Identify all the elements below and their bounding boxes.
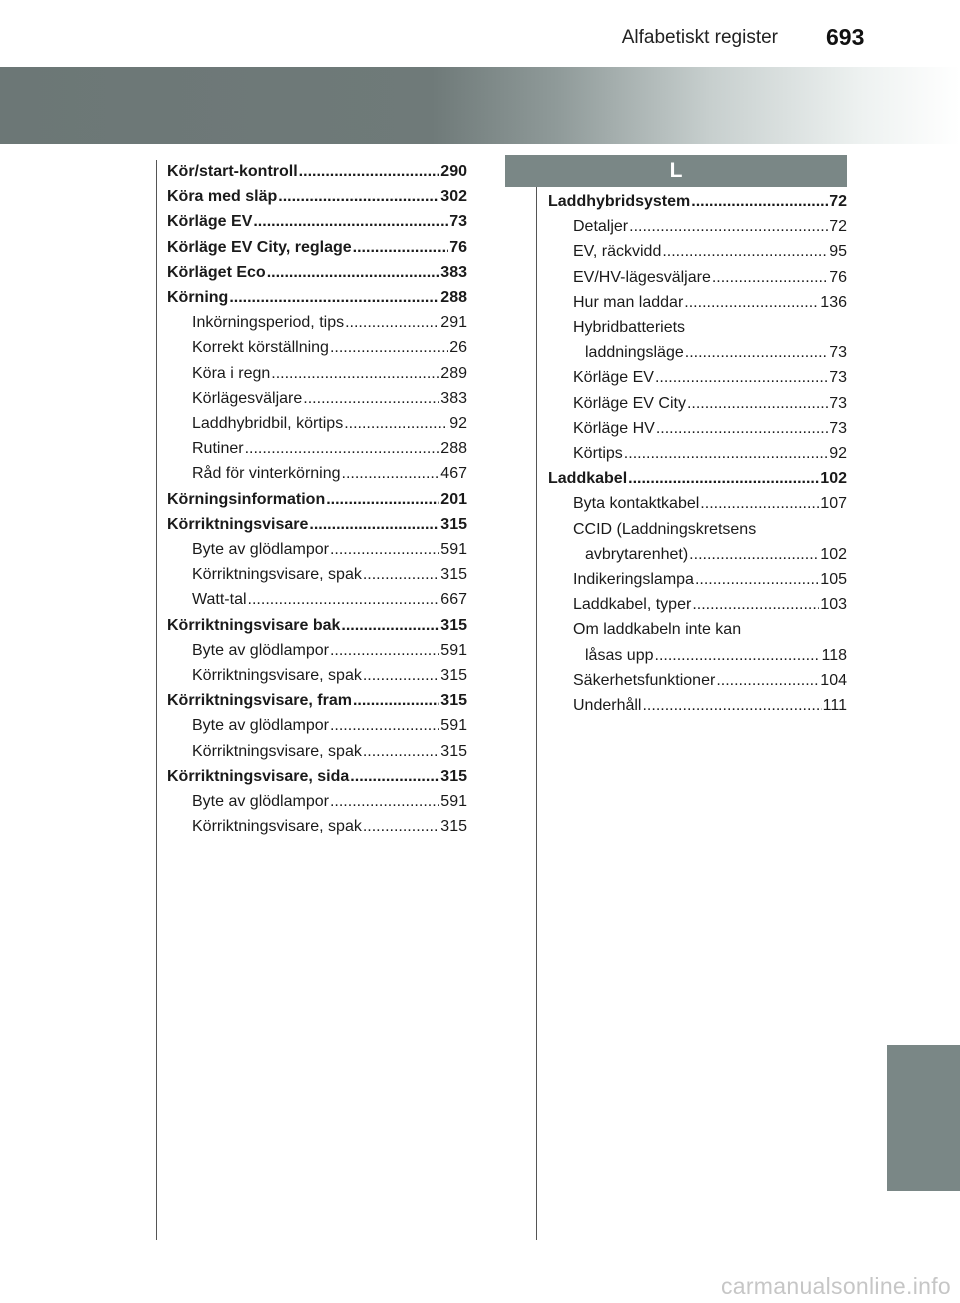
dot-leader — [330, 638, 439, 663]
entry-page-number: 111 — [822, 697, 847, 715]
entry-page-number: 591 — [440, 641, 467, 659]
entry-term: Körningsinformation — [167, 490, 326, 508]
dot-leader — [684, 290, 819, 315]
dot-leader — [655, 365, 828, 390]
entry-page-number: 118 — [821, 646, 847, 664]
entry-term: Underhåll — [573, 697, 642, 715]
index-entry — [167, 613, 467, 638]
entry-term: Köra i regn — [192, 364, 271, 382]
dot-leader — [330, 335, 448, 360]
entry-page-number: 315 — [440, 767, 467, 785]
index-subentry — [167, 713, 467, 738]
dot-leader — [278, 184, 439, 209]
index-entry-continued: CCID (Laddningskretsens — [573, 520, 757, 538]
entry-term: Körriktningsvisare, spak — [192, 667, 362, 685]
entry-page-number: 302 — [440, 188, 467, 206]
index-entry — [167, 159, 467, 184]
entry-term: Byte av glödlampor — [192, 641, 329, 659]
letter-section-header — [505, 155, 847, 187]
index-subentry — [167, 436, 467, 461]
entry-term: Köra med släp — [167, 188, 278, 206]
index-subentry — [167, 789, 467, 814]
entry-page-number: 315 — [440, 515, 467, 533]
dot-leader — [350, 764, 439, 789]
dot-leader — [344, 411, 448, 436]
index-entry — [167, 512, 467, 537]
index-column-right — [548, 189, 847, 718]
index-subentry — [548, 290, 847, 315]
dot-leader — [691, 189, 828, 214]
dot-leader — [712, 265, 828, 290]
dot-leader — [330, 713, 439, 738]
index-entry — [167, 764, 467, 789]
index-subentry — [167, 310, 467, 335]
entry-term: Körriktningsvisare — [167, 515, 309, 533]
entry-page-number: 102 — [820, 470, 847, 488]
dot-leader — [689, 542, 819, 567]
entry-page-number: 73 — [449, 213, 467, 231]
dot-leader — [642, 693, 821, 718]
index-column-left — [167, 159, 467, 839]
entry-page-number: 72 — [829, 218, 847, 236]
entry-page-number: 291 — [440, 314, 467, 332]
index-entry — [548, 466, 847, 491]
entry-page-number: 467 — [440, 465, 467, 483]
index-entry-continued: Hybridbatteriets — [573, 319, 686, 337]
index-subentry — [548, 214, 847, 239]
dot-leader — [253, 209, 448, 234]
index-subentry — [548, 567, 847, 592]
dot-leader — [326, 487, 439, 512]
entry-term: Laddkabel — [548, 470, 628, 488]
entry-term: Säkerhetsfunktioner — [573, 671, 716, 689]
dot-leader — [695, 567, 819, 592]
entry-page-number: 107 — [820, 495, 847, 513]
entry-term: Körläget Eco — [167, 263, 266, 281]
dot-leader — [363, 663, 439, 688]
entry-term: Körriktningsvisare bak — [167, 616, 341, 634]
dot-leader — [309, 512, 439, 537]
dot-leader — [363, 739, 439, 764]
dot-leader — [628, 466, 819, 491]
index-subentry — [167, 361, 467, 386]
index-subentry — [167, 562, 467, 587]
index-subentry — [548, 491, 847, 516]
entry-page-number: 288 — [440, 289, 467, 307]
thumb-index-tab — [887, 1045, 960, 1191]
index-subentry — [167, 638, 467, 663]
dot-leader — [716, 668, 819, 693]
column-divider-middle — [536, 160, 537, 1240]
entry-term: Inkörningsperiod, tips — [192, 314, 345, 332]
dot-leader — [363, 814, 439, 839]
header-banner — [0, 67, 960, 144]
entry-page-number: 104 — [820, 671, 847, 689]
entry-page-number: 95 — [829, 243, 847, 261]
index-entry — [548, 189, 847, 214]
entry-term: Korrekt körställning — [192, 339, 329, 357]
entry-term: Körriktningsvisare, sida — [167, 767, 350, 785]
dot-leader — [330, 789, 439, 814]
dot-leader — [229, 285, 439, 310]
entry-page-number: 92 — [449, 415, 467, 433]
dot-leader — [342, 461, 440, 486]
dot-leader — [248, 587, 440, 612]
entry-page-number: 73 — [829, 394, 847, 412]
entry-term: Laddkabel, typer — [573, 596, 692, 614]
entry-page-number: 383 — [440, 263, 467, 281]
entry-term: EV, räckvidd — [573, 243, 662, 261]
index-subentry — [167, 814, 467, 839]
index-subentry — [548, 391, 847, 416]
index-subentry — [167, 537, 467, 562]
index-subentry — [548, 265, 847, 290]
dot-leader — [629, 214, 828, 239]
index-entry-continued: Om laddkabeln inte kan — [573, 621, 742, 639]
entry-term: Laddhybridsystem — [548, 193, 691, 210]
entry-page-number: 591 — [440, 541, 467, 559]
dot-leader — [692, 592, 819, 617]
entry-page-number: 136 — [820, 293, 847, 311]
dot-leader — [299, 159, 440, 184]
entry-term: Körtips — [573, 445, 623, 463]
index-entry — [167, 209, 467, 234]
index-subentry — [548, 365, 847, 390]
entry-term: låsas upp — [585, 646, 654, 664]
index-subentry — [167, 663, 467, 688]
entry-term: Byta kontaktkabel — [573, 495, 700, 513]
entry-page-number: 289 — [440, 364, 467, 382]
entry-term: Körläge EV — [573, 369, 654, 387]
entry-term: Byte av glödlampor — [192, 793, 329, 811]
dot-leader — [345, 310, 439, 335]
entry-term: Körläge EV — [167, 213, 253, 231]
entry-page-number: 383 — [440, 389, 467, 407]
entry-term: Råd för vinterkörning — [192, 465, 341, 483]
entry-page-number: 667 — [440, 591, 467, 609]
dot-leader — [363, 562, 439, 587]
index-subentry — [167, 461, 467, 486]
entry-page-number: 315 — [440, 566, 467, 584]
entry-term: Körning — [167, 289, 229, 307]
entry-term: Byte av glödlampor — [192, 717, 329, 735]
entry-page-number: 73 — [829, 369, 847, 387]
index-subentry — [548, 592, 847, 617]
index-subentry — [167, 411, 467, 436]
entry-page-number: 201 — [440, 490, 467, 508]
entry-page-number: 73 — [829, 344, 847, 362]
index-entry — [167, 487, 467, 512]
entry-term: Körlägesväljare — [192, 389, 303, 407]
index-subentry — [548, 643, 847, 668]
index-subentry — [167, 386, 467, 411]
dot-leader — [271, 361, 439, 386]
index-entry — [167, 260, 467, 285]
entry-page-number: 315 — [440, 692, 467, 710]
index-subentry — [548, 542, 847, 567]
entry-term: Körriktningsvisare, spak — [192, 818, 362, 836]
index-entry — [167, 235, 467, 260]
entry-page-number: 290 — [440, 163, 467, 180]
entry-term: Körriktningsvisare, spak — [192, 742, 362, 760]
index-subentry — [548, 416, 847, 441]
index-entry — [167, 184, 467, 209]
dot-leader — [267, 260, 440, 285]
entry-term: Kör/start-kontroll — [167, 163, 298, 180]
entry-page-number: 315 — [440, 616, 467, 634]
letter-label: L — [669, 159, 683, 182]
entry-page-number: 102 — [820, 545, 847, 563]
entry-term: Detaljer — [573, 218, 629, 236]
entry-term: Körriktningsvisare, spak — [192, 566, 362, 584]
dot-leader — [662, 239, 828, 264]
entry-page-number: 103 — [820, 596, 847, 614]
entry-term: Byte av glödlampor — [192, 541, 329, 559]
entry-term: Watt-tal — [192, 591, 247, 609]
entry-page-number: 591 — [440, 793, 467, 811]
dot-leader — [303, 386, 439, 411]
entry-term: Körläge EV City, reglage — [167, 238, 352, 256]
page-number: 693 — [826, 24, 865, 50]
column-divider-left — [156, 160, 157, 1240]
dot-leader — [353, 235, 449, 260]
entry-page-number: 76 — [829, 268, 847, 286]
index-subentry — [167, 587, 467, 612]
entry-term: Rutiner — [192, 440, 244, 458]
entry-page-number: 288 — [440, 440, 467, 458]
entry-term: Körriktningsvisare, fram — [167, 692, 352, 710]
index-subentry — [167, 335, 467, 360]
dot-leader — [245, 436, 440, 461]
entry-term: Laddhybridbil, körtips — [192, 415, 344, 433]
entry-page-number: 315 — [440, 742, 467, 760]
entry-term: avbrytarenhet) — [585, 545, 689, 563]
dot-leader — [687, 391, 828, 416]
entry-term: Körläge HV — [573, 419, 655, 437]
dot-leader — [341, 613, 439, 638]
dot-leader — [353, 688, 439, 713]
entry-page-number: 315 — [440, 818, 467, 836]
index-subentry — [548, 668, 847, 693]
entry-page-number: 92 — [829, 445, 847, 463]
dot-leader — [685, 340, 828, 365]
index-subentry — [548, 239, 847, 264]
dot-leader — [624, 441, 828, 466]
entry-page-number: 76 — [449, 238, 467, 256]
dot-leader — [655, 643, 821, 668]
entry-page-number: 73 — [829, 419, 847, 437]
watermark: carmanualsonline.info — [720, 1273, 951, 1299]
entry-page-number: 315 — [440, 667, 467, 685]
entry-page-number: 105 — [820, 571, 847, 589]
entry-term: Indikeringslampa — [573, 571, 694, 589]
dot-leader — [330, 537, 439, 562]
entry-term: laddningsläge — [585, 344, 684, 362]
index-entry — [167, 688, 467, 713]
entry-page-number: 72 — [829, 193, 847, 210]
index-subentry — [548, 693, 847, 718]
dot-leader — [656, 416, 828, 441]
entry-term: Hur man laddar — [573, 293, 684, 311]
entry-term: Körläge EV City — [573, 394, 686, 412]
entry-page-number: 26 — [449, 339, 467, 357]
dot-leader — [700, 491, 819, 516]
index-subentry — [548, 340, 847, 365]
index-subentry — [167, 739, 467, 764]
entry-term: EV/HV-lägesväljare — [573, 268, 711, 286]
header-title: Alfabetiskt register — [621, 27, 778, 48]
index-subentry — [548, 441, 847, 466]
index-entry — [167, 285, 467, 310]
entry-page-number: 591 — [440, 717, 467, 735]
